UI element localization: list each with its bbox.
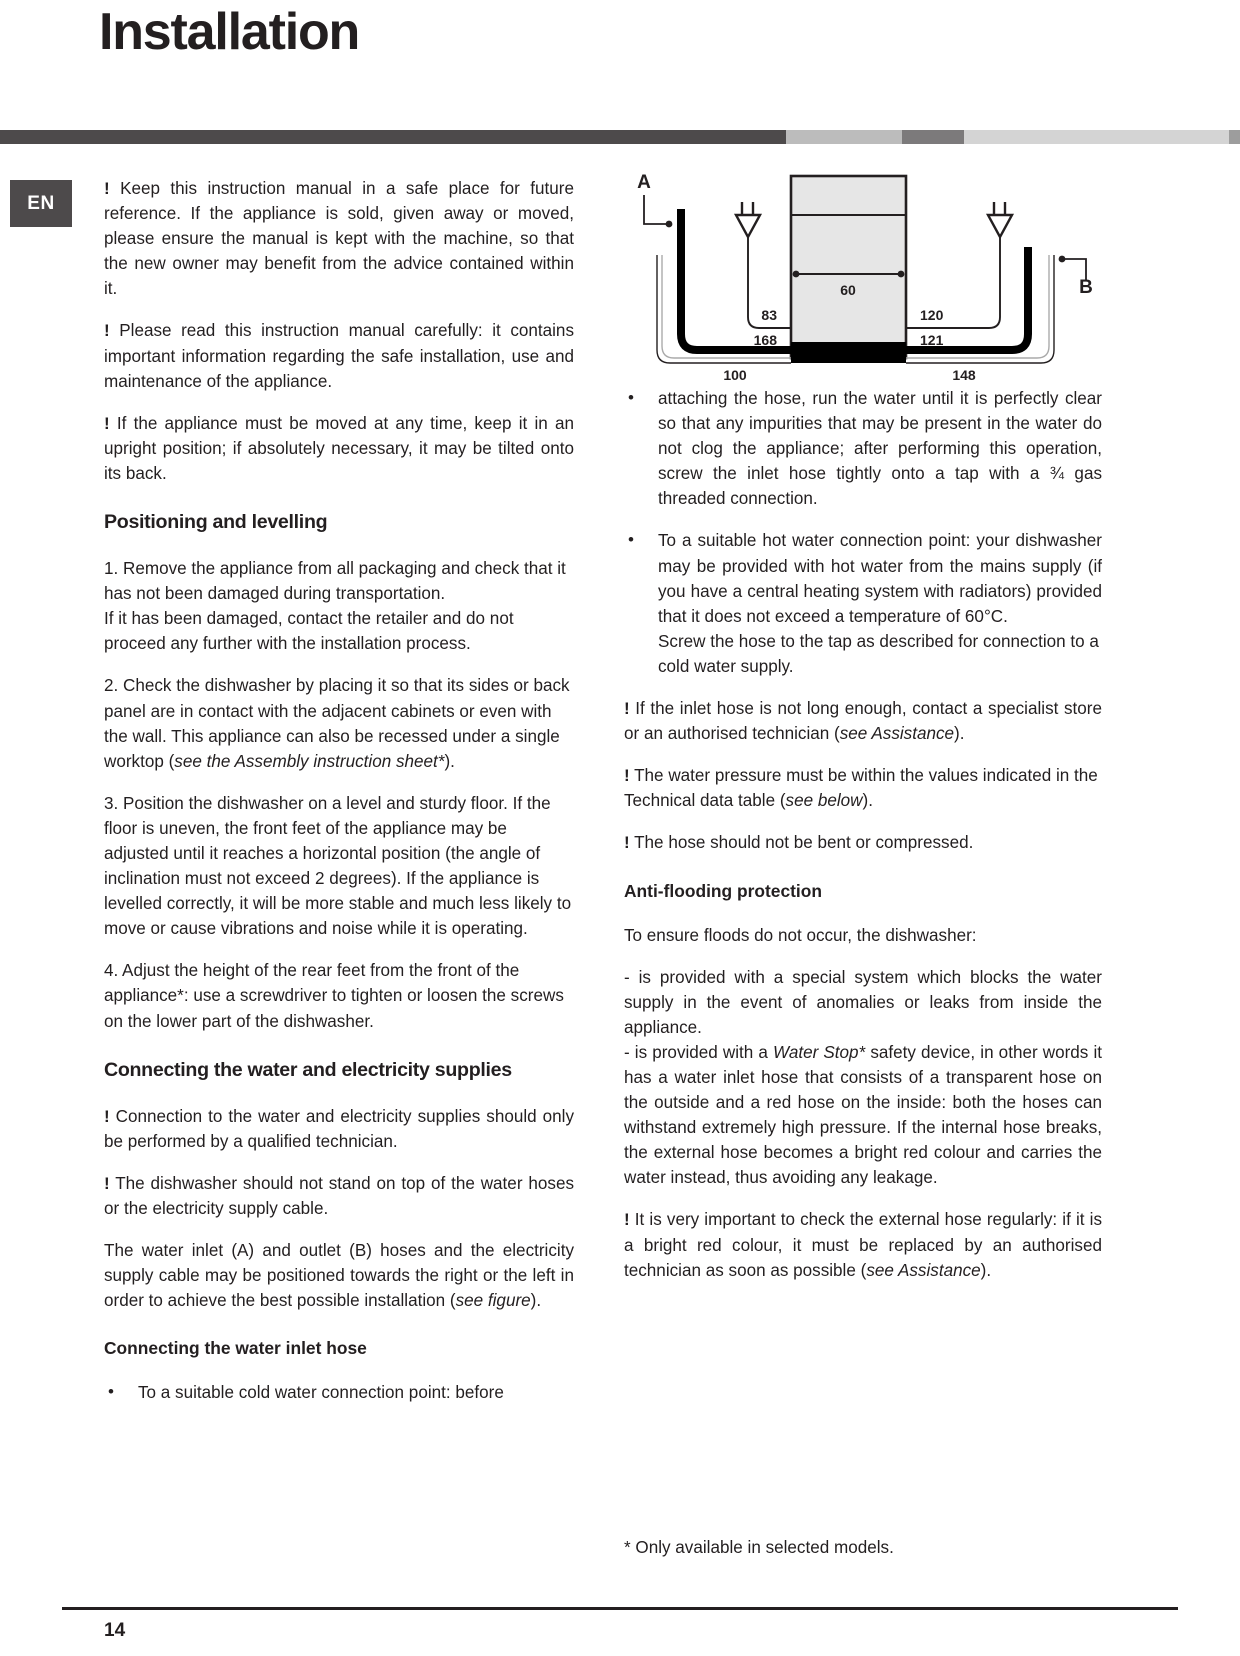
step-2-italic: see the Assembly instruction sheet* xyxy=(174,751,445,771)
step-1-part-2: If it has been damaged, contact the retailer and do not proceed any further with the installation process. xyxy=(104,609,514,654)
cold-water-continuation-list xyxy=(624,386,1102,511)
footer-rule xyxy=(62,1607,1178,1610)
note-moving-text: If the appliance must be moved at any time, keep it in an upright position; if absolutely necessary, it may be tilted onto its back. xyxy=(104,413,574,483)
warning-marker: ! xyxy=(104,321,110,341)
dash-water-stop-pre: - is provided with a xyxy=(624,1042,774,1062)
para-inlet-outlet-post: ). xyxy=(530,1291,542,1311)
heading-connecting-water-electricity: Connecting the water and electricity supplies xyxy=(104,1058,512,1081)
cold-water-continued-text: attaching the hose, run the water until it is perfectly clear so that any impurities that may be present in the water do not clog the appliance; after performing this operation, screw the inlet hose tightly onto a tap with a ¾ gas threaded connection. xyxy=(658,389,1102,509)
step-2 xyxy=(104,673,574,773)
diagram-dim-121: 121 xyxy=(920,332,944,348)
header-rule-segment-mid-gray xyxy=(786,130,902,144)
step-2-pre: 2. Check the dishwasher by placing it so that its sides or back panel are in contact with the adjacent cabinets or even with the wall. This appliance can also be recessed under a single worktop ( xyxy=(104,676,570,771)
note-check-hose-italic: see Assistance xyxy=(866,1260,981,1280)
note-water-pressure xyxy=(624,763,1102,813)
step-2-post: ). xyxy=(444,751,455,771)
diagram-label-b: B xyxy=(1079,277,1093,298)
note-keep-manual-text: Keep this instruction manual in a safe place for future reference. If the appliance is sold, given away or moved, please ensure the manual is kept with the machine, so that the new owner may benefit from the advice contained within it. xyxy=(104,179,574,299)
warning-marker: ! xyxy=(104,179,110,198)
dash-water-stop xyxy=(624,1040,1102,1191)
warning-marker: ! xyxy=(104,413,110,433)
diagram-dim-168: 168 xyxy=(753,332,777,348)
header-rule-segment-dark-left xyxy=(0,130,786,144)
cold-water-continuation xyxy=(624,386,1102,511)
diagram-dim-83: 83 xyxy=(761,307,777,323)
warning-marker: ! xyxy=(624,833,630,853)
note-bent-text: The hose should not be bent or compressed. xyxy=(629,833,974,853)
note-read-manual-text: Please read this instruction manual carefully: it contains important information regarding the safe installation, use and maintenance of the appliance. xyxy=(104,321,574,391)
bullet-cold-water-text: To a suitable cold water connection point: before xyxy=(138,1383,504,1403)
dash-special-system: - is provided with a special system which blocks the water supply in the event of anomalies or leaks from inside the appliance. xyxy=(624,967,1102,1037)
left-text-column xyxy=(104,176,574,1422)
note-check-hose-pre: It is very important to check the external hose regularly: if it is a bright red colour, it must be replaced by an authorised technician as soon as possible ( xyxy=(624,1210,1102,1280)
note-read-manual xyxy=(104,318,574,393)
bullet-hot-water-line2: Screw the hose to the tap as described for connection to a cold water supply. xyxy=(658,631,1099,676)
note-moving xyxy=(104,411,574,486)
page-number: 14 xyxy=(104,1620,126,1641)
note-inlet-short-pre: If the inlet hose is not long enough, contact a specialist store or an authorised technician ( xyxy=(624,699,1102,744)
language-badge: EN xyxy=(10,180,72,227)
diagram-dim-100: 100 xyxy=(723,367,747,383)
para-inlet-outlet-pre: The water inlet (A) and outlet (B) hoses and the electricity supply cable may be positioned towards the right or the left in order to achieve the best possible installation ( xyxy=(104,1241,574,1311)
note-inlet-short-italic: see Assistance xyxy=(839,724,955,744)
bullet-hot-water-text: To a suitable hot water connection point: your dishwasher may be provided with hot water from the mains supply (if you have a central heating system with radiators) provided that it does not exceed a temperature of 60°C. xyxy=(658,531,1102,626)
note-hose-not-bent xyxy=(624,830,1102,855)
note-inlet-short-post: ). xyxy=(954,724,965,744)
diagram-label-a: A xyxy=(637,172,651,193)
diagram-dim-148: 148 xyxy=(952,367,976,383)
para-inlet-outlet-italic: see figure xyxy=(455,1291,531,1311)
step-4: 4. Adjust the height of the rear feet from the front of the appliance*: use a screwdriver to tighten or loosen the screws on the lower part of the dishwasher. xyxy=(104,961,564,1031)
note-check-hose-post: ). xyxy=(980,1260,992,1280)
note-not-stand-on-hoses xyxy=(104,1171,574,1221)
dash-water-stop-italic: Water Stop* xyxy=(773,1042,866,1062)
cold-water-bullet-list xyxy=(104,1380,574,1405)
page-title: Installation xyxy=(99,3,360,61)
note-check-external-hose xyxy=(624,1207,1102,1282)
note-pressure-post: ). xyxy=(862,791,873,811)
header-rule-segment-light-gray xyxy=(964,130,1229,144)
warning-marker: ! xyxy=(624,699,630,719)
note-not-stand-text: The dishwasher should not stand on top of the water hoses or the electricity supply cable. xyxy=(104,1173,574,1218)
note-qualified-text: Connection to the water and electricity supplies should only be performed by a qualified technician. xyxy=(104,1106,574,1151)
note-pressure-pre: The water pressure must be within the values indicated in the Technical data table ( xyxy=(624,766,1098,811)
para-ensure-floods: To ensure floods do not occur, the dishwasher: xyxy=(624,925,977,945)
note-qualified-technician xyxy=(104,1104,574,1154)
header-rule-segment-tail-gray xyxy=(1229,130,1240,144)
bullet-cold-water-connection xyxy=(104,1380,574,1405)
note-pressure-italic: see below xyxy=(785,791,863,811)
note-keep-manual xyxy=(104,176,574,301)
header-rule-segment-gray xyxy=(902,130,964,144)
heading-connecting-water-inlet-hose: Connecting the water inlet hose xyxy=(104,1338,367,1359)
warning-marker: ! xyxy=(104,1173,110,1193)
right-text-column xyxy=(624,386,1102,1300)
heading-anti-flooding-protection: Anti-flooding protection xyxy=(624,880,823,901)
heading-positioning-and-levelling: Positioning and levelling xyxy=(104,511,328,534)
hot-water-bullet-list xyxy=(624,528,1102,679)
dash-water-stop-post: safety device, in other words it has a water inlet hose that consists of a transparent hose on the outside and a red hose on the inside: both the hoses can withstand extremely high pressure. If the internal hose breaks, the external hose becomes a bright red colour and carries the water instead, thus avoiding any leakage. xyxy=(624,1042,1102,1188)
diagram-dim-120: 120 xyxy=(920,307,944,323)
step-3: 3. Position the dishwasher on a level and sturdy floor. If the floor is uneven, the front feet of the appliance may be adjusted until it reaches a horizontal position (the angle of inclination must not exceed 2 degrees). If the appliance is levelled correctly, it will be more stable and much less likely to move or cause vibrations and noise while it is operating. xyxy=(104,793,572,939)
bullet-hot-water-connection xyxy=(624,528,1102,679)
footnote-selected-models: * Only available in selected models. xyxy=(624,1538,894,1557)
note-inlet-hose-short xyxy=(624,696,1102,746)
diagram-dim-60: 60 xyxy=(840,282,856,298)
para-inlet-outlet-positioning xyxy=(104,1238,574,1313)
installation-diagram xyxy=(624,162,1124,386)
warning-marker: ! xyxy=(104,1106,110,1126)
step-1-part-1: 1. Remove the appliance from all packaging and check that it has not been damaged during transportation. xyxy=(104,559,566,604)
warning-marker: ! xyxy=(624,1210,630,1230)
warning-marker: ! xyxy=(624,766,630,786)
header-rule xyxy=(0,130,1240,144)
